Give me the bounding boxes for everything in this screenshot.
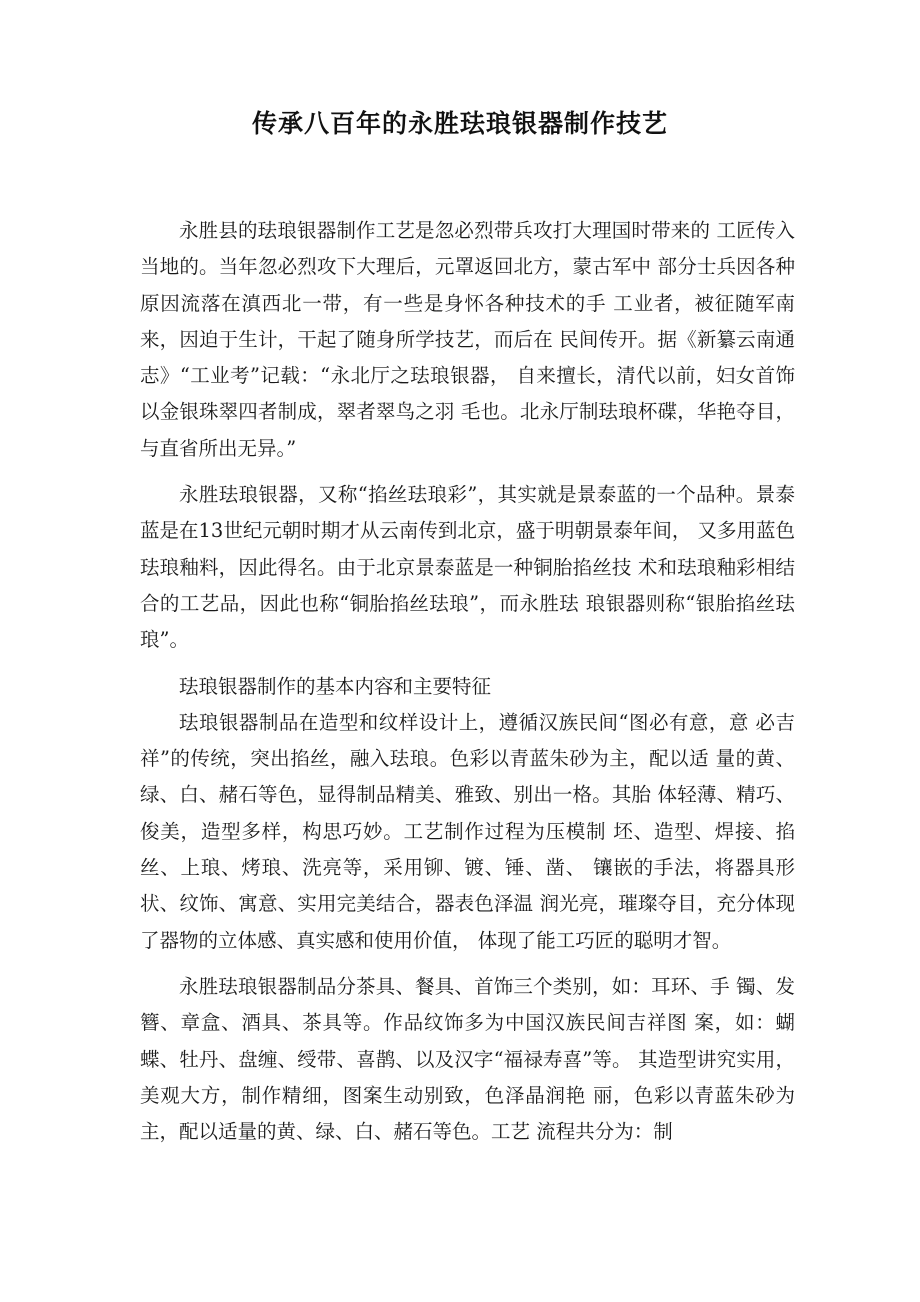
document-body	[140, 213, 795, 1150]
paragraph-features: 珐琅银器制品在造型和纹样设计上，遵循汉族民间“图必有意，意 必吉祥”的传统，突出掐丝，融入珐琅。色彩以青蓝朱砂为主，配以适 量的黄、绿、白、赭石等色，显得制品精美、雅致、别出一格。其胎 体轻薄、精巧、俊美，造型多样，构思巧妙。工艺制作过程为压模制 坯、造型、焊接、掐丝、上琅、烤琅、洗亮等，采用铆、镀、锤、凿、 镶嵌的手法，将器具形状、纹饰、寓意、实用完美结合，器表色泽温 润光亮，璀璨夺目，充分体现了器物的立体感、真实感和使用价值， 体现了能工巧匠的聪明才智。	[140, 710, 795, 952]
paragraph-jingtailan: 永胜珐琅银器，又称“掐丝珐琅彩”，其实就是景泰蓝的一个品种。景泰蓝是在13世纪元朝时期才从云南传到北京，盛于明朝景泰年间， 又多用蓝色珐琅釉料，因此得名。由于北京景泰蓝是一种铜胎掐丝技 术和珐琅釉彩相结合的工艺品，因此也称“铜胎掐丝珐琅”，而永胜珐 琅银器则称“银胎掐丝珐琅”。	[140, 483, 796, 652]
section-subheading: 珐琅银器制作的基本内容和主要特征	[179, 674, 492, 698]
paragraph-categories: 永胜珐琅银器制品分茶具、餐具、首饰三个类别，如：耳环、手 镯、发簪、章盒、酒具、茶具等。作品纹饰多为中国汉族民间吉祥图 案，如：蝴蝶、牡丹、盘缠、绶带、喜鹊、以及汉字“福禄寿喜”等。 其造型讲究实用，美观大方，制作精细，图案生动别致，色泽晶润艳 丽，色彩以青蓝朱砂为主，配以适量的黄、绿、白、赭石等色。工艺 流程共分为：制	[140, 974, 795, 1144]
page-title: 传承八百年的永胜珐琅银器制作技艺	[251, 109, 668, 138]
paragraph-origin: 永胜县的珐琅银器制作工艺是忽必烈带兵攻打大理国时带来的 工匠传入当地的。当年忽必烈攻下大理后，元罩返回北方，蒙古军中 部分士兵因各种原因流落在滇西北一带，有一些是身怀各种技术的手 工业者，被征随军南来，因迫于生计，干起了随身所学技艺，而后在 民间传开。据《新纂云南通志》“工业考”记载：“永北厅之珐琅银器， 自来擅长，清代以前，妇女首饰以金银珠翠四者制成，翠者翠鸟之羽 毛也。北永厅制珐琅杯碟，华艳夺目，与直省所出无异。”	[140, 219, 795, 460]
